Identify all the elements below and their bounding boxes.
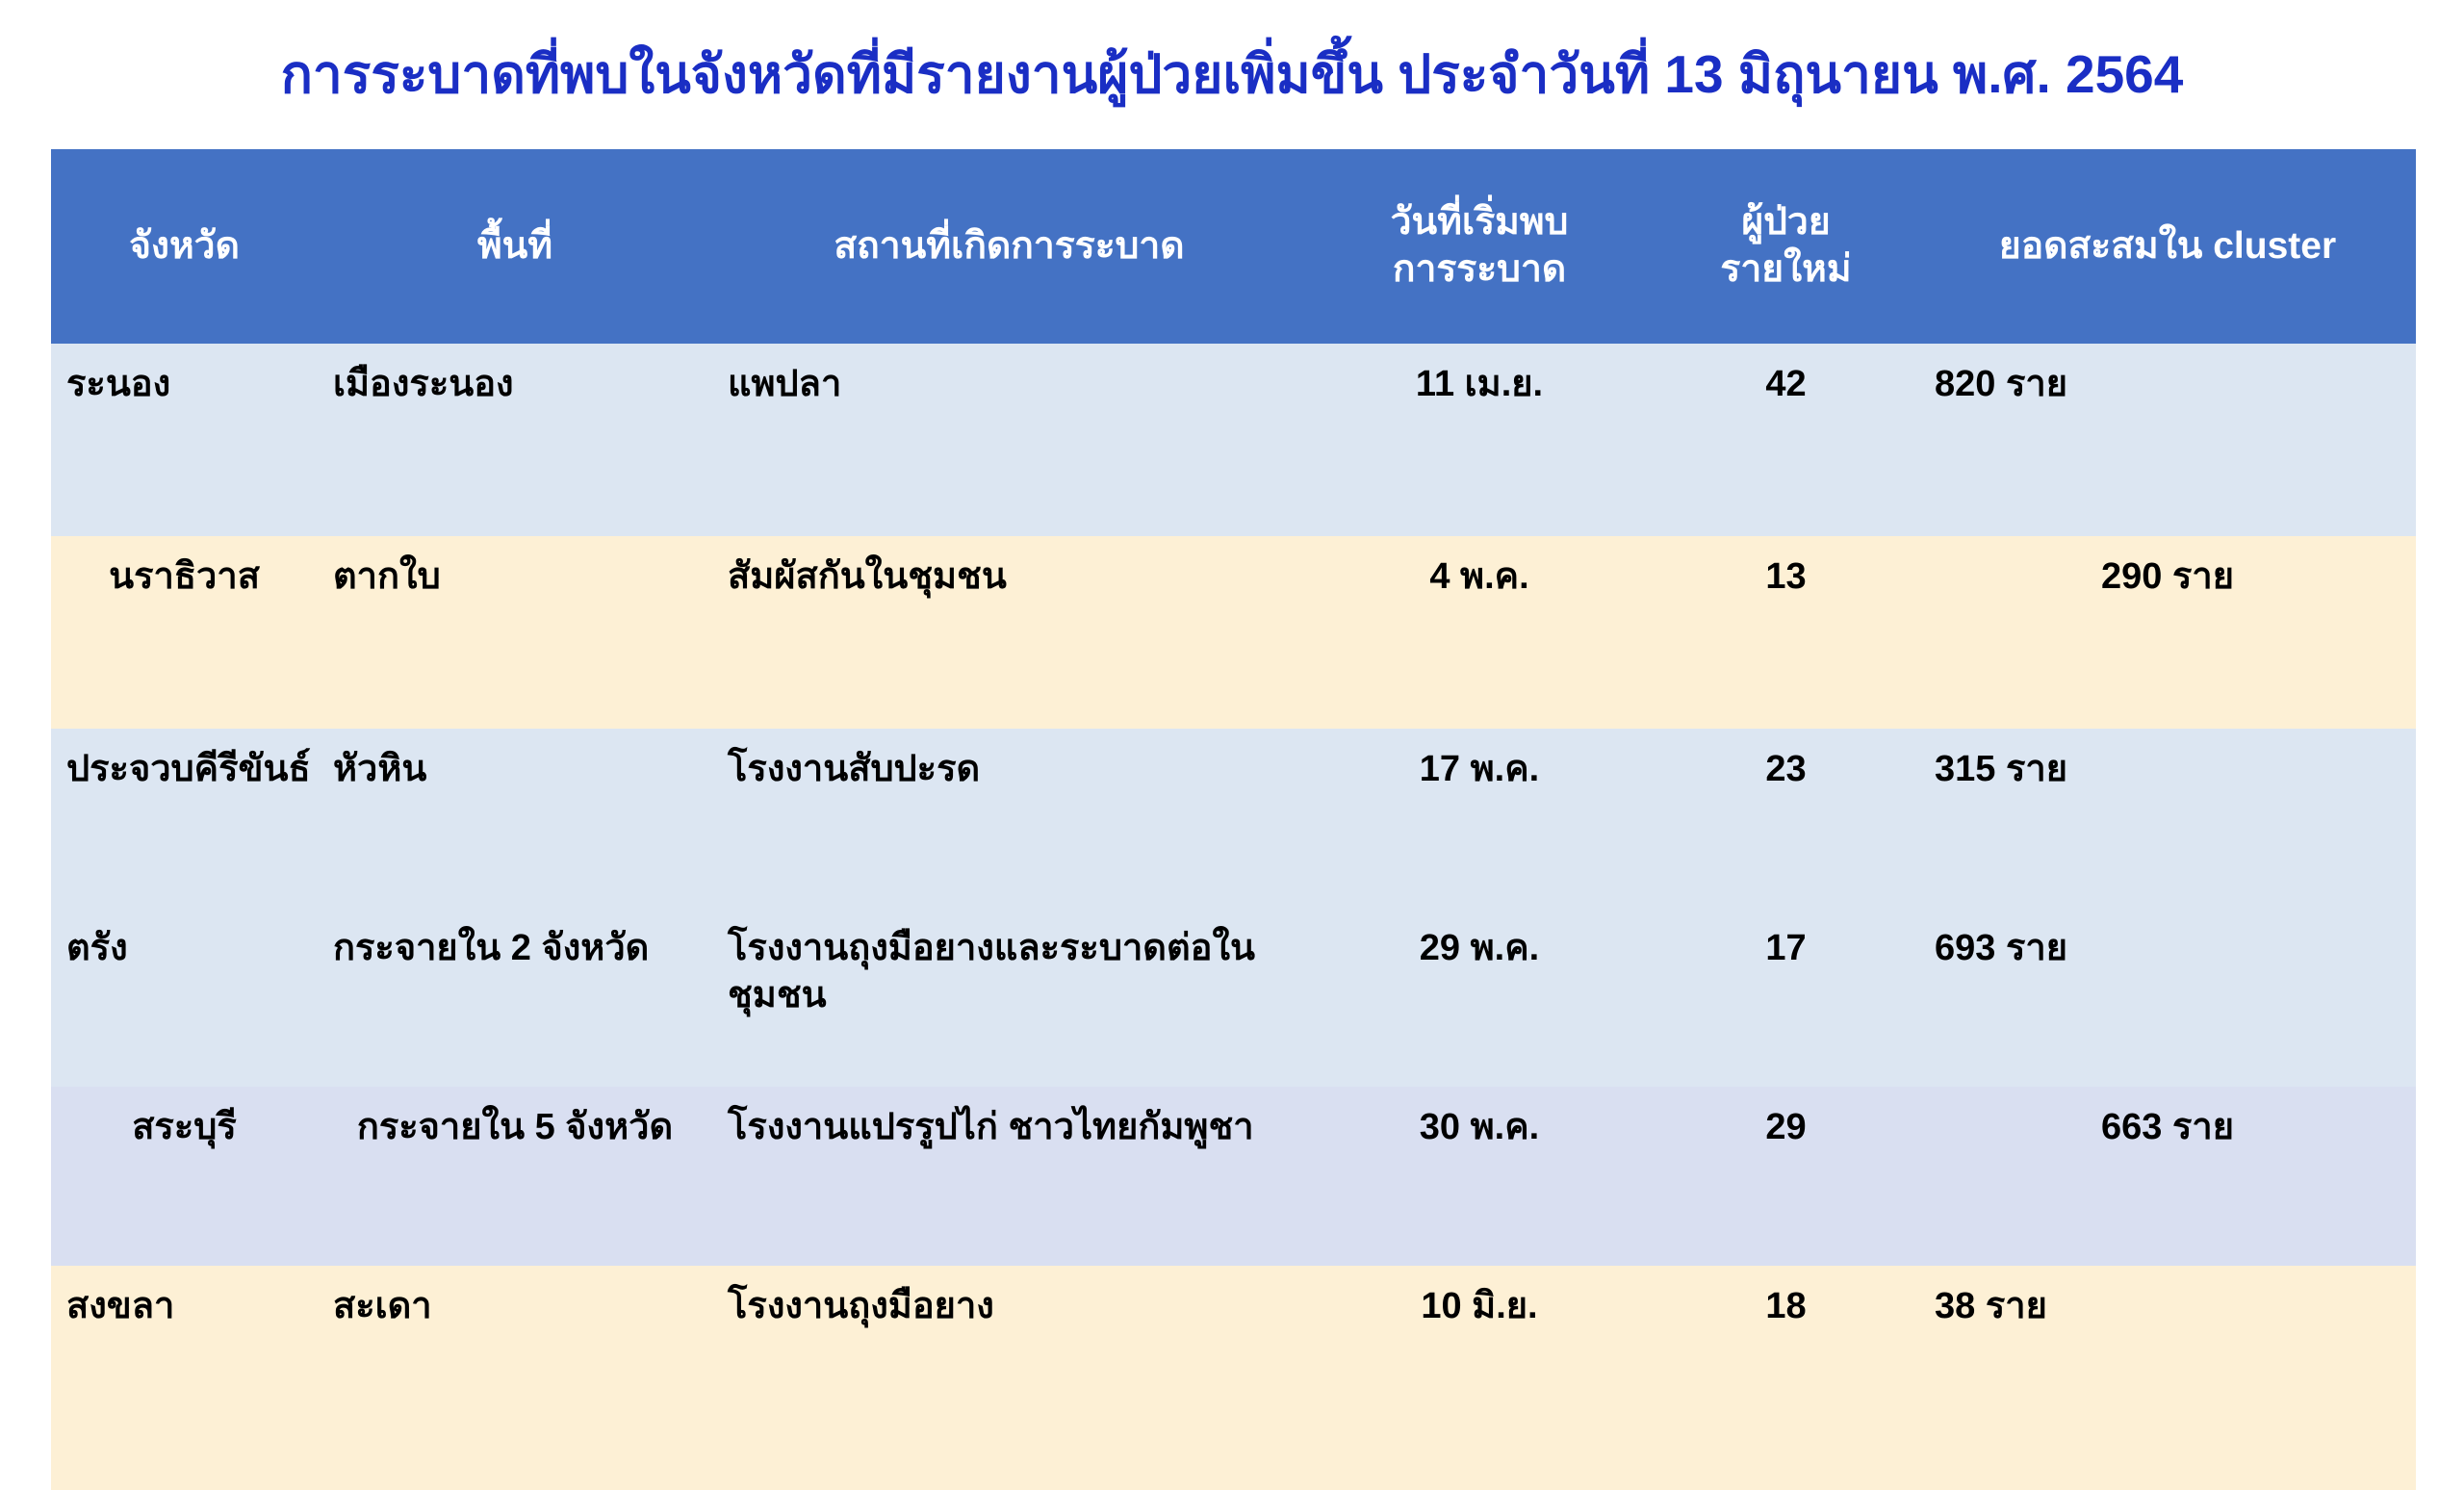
cell-start-date: 17 พ.ค. bbox=[1306, 729, 1653, 908]
cell-new-cases: 18 bbox=[1653, 1266, 1919, 1490]
column-header-area bbox=[318, 149, 712, 344]
cell-province: สระบุรี bbox=[51, 1087, 318, 1266]
cell-cumulative: 663 ราย bbox=[1919, 1087, 2416, 1266]
cell-new-cases: 42 bbox=[1653, 344, 1919, 536]
cell-cumulative: 315 ราย bbox=[1919, 729, 2416, 908]
cell-area: หัวหิน bbox=[318, 729, 712, 908]
table-row bbox=[51, 344, 2416, 536]
cell-province: ตรัง bbox=[51, 908, 318, 1087]
column-header-start-date-line2: การระบาด bbox=[1392, 248, 1567, 290]
cell-province: สงขลา bbox=[51, 1266, 318, 1490]
cell-cumulative: 290 ราย bbox=[1919, 536, 2416, 729]
column-header-new-cases bbox=[1653, 149, 1919, 344]
cell-start-date: 4 พ.ค. bbox=[1306, 536, 1653, 729]
table-header-row bbox=[51, 149, 2416, 344]
cell-place: โรงงานถุงมือยางและระบาดต่อในชุมชน bbox=[712, 908, 1306, 1087]
cell-new-cases: 23 bbox=[1653, 729, 1919, 908]
cell-area: เมืองระนอง bbox=[318, 344, 712, 536]
cell-start-date: 10 มิ.ย. bbox=[1306, 1266, 1653, 1490]
table-row bbox=[51, 536, 2416, 729]
cell-cumulative: 820 ราย bbox=[1919, 344, 2416, 536]
page-title: การระบาดที่พบในจังหวัดที่มีรายงานผู้ป่วยเพิ่มขึ้น ประจำวันที่ 13 มิถุนายน พ.ศ. 2564 bbox=[280, 44, 2184, 104]
cell-new-cases: 29 bbox=[1653, 1087, 1919, 1266]
table-row bbox=[51, 908, 2416, 1087]
cell-province: ระนอง bbox=[51, 344, 318, 536]
cell-area: กระจายใน 5 จังหวัด bbox=[318, 1087, 712, 1266]
cell-place: โรงงานแปรรูปไก่ ชาวไทยกัมพูชา bbox=[712, 1087, 1306, 1266]
table-row bbox=[51, 729, 2416, 908]
column-header-province-line1: จังหวัด bbox=[129, 224, 240, 267]
cell-area: สะเดา bbox=[318, 1266, 712, 1490]
cell-province: นราธิวาส bbox=[51, 536, 318, 729]
column-header-new-cases-line2: รายใหม่ bbox=[1720, 248, 1852, 290]
cell-new-cases: 13 bbox=[1653, 536, 1919, 729]
cell-cumulative: 693 ราย bbox=[1919, 908, 2416, 1087]
table-row bbox=[51, 1087, 2416, 1266]
column-header-new-cases-line1: ผู้ป่วย bbox=[1741, 201, 1831, 244]
cell-start-date: 30 พ.ค. bbox=[1306, 1087, 1653, 1266]
cell-place: โรงงานสับปะรด bbox=[712, 729, 1306, 908]
column-header-start-date bbox=[1306, 149, 1653, 344]
column-header-cumulative-line1: ยอดสะสมใน cluster bbox=[1998, 224, 2337, 267]
cell-place: สัมผัสกันในชุมชน bbox=[712, 536, 1306, 729]
column-header-place bbox=[712, 149, 1306, 344]
outbreak-table-container bbox=[51, 149, 2416, 1490]
cell-area: ตากใบ bbox=[318, 536, 712, 729]
cell-start-date: 29 พ.ค. bbox=[1306, 908, 1653, 1087]
column-header-start-date-line1: วันที่เริ่มพบ bbox=[1390, 201, 1569, 244]
cell-province: ประจวบคีรีขันธ์ bbox=[51, 729, 318, 908]
cell-area: กระจายใน 2 จังหวัด bbox=[318, 908, 712, 1087]
table-body bbox=[51, 344, 2416, 1490]
cell-place: แพปลา bbox=[712, 344, 1306, 536]
cell-start-date: 11 เม.ย. bbox=[1306, 344, 1653, 536]
cell-new-cases: 17 bbox=[1653, 908, 1919, 1087]
cell-cumulative: 38 ราย bbox=[1919, 1266, 2416, 1490]
table-row bbox=[51, 1266, 2416, 1490]
table-header bbox=[51, 149, 2416, 344]
column-header-cumulative bbox=[1919, 149, 2416, 344]
column-header-place-line1: สถานที่เกิดการระบาด bbox=[834, 224, 1185, 267]
outbreak-table bbox=[51, 149, 2416, 1490]
cell-place: โรงงานถุงมือยาง bbox=[712, 1266, 1306, 1490]
column-header-province bbox=[51, 149, 318, 344]
column-header-area-line1: พื้นที่ bbox=[476, 224, 553, 267]
